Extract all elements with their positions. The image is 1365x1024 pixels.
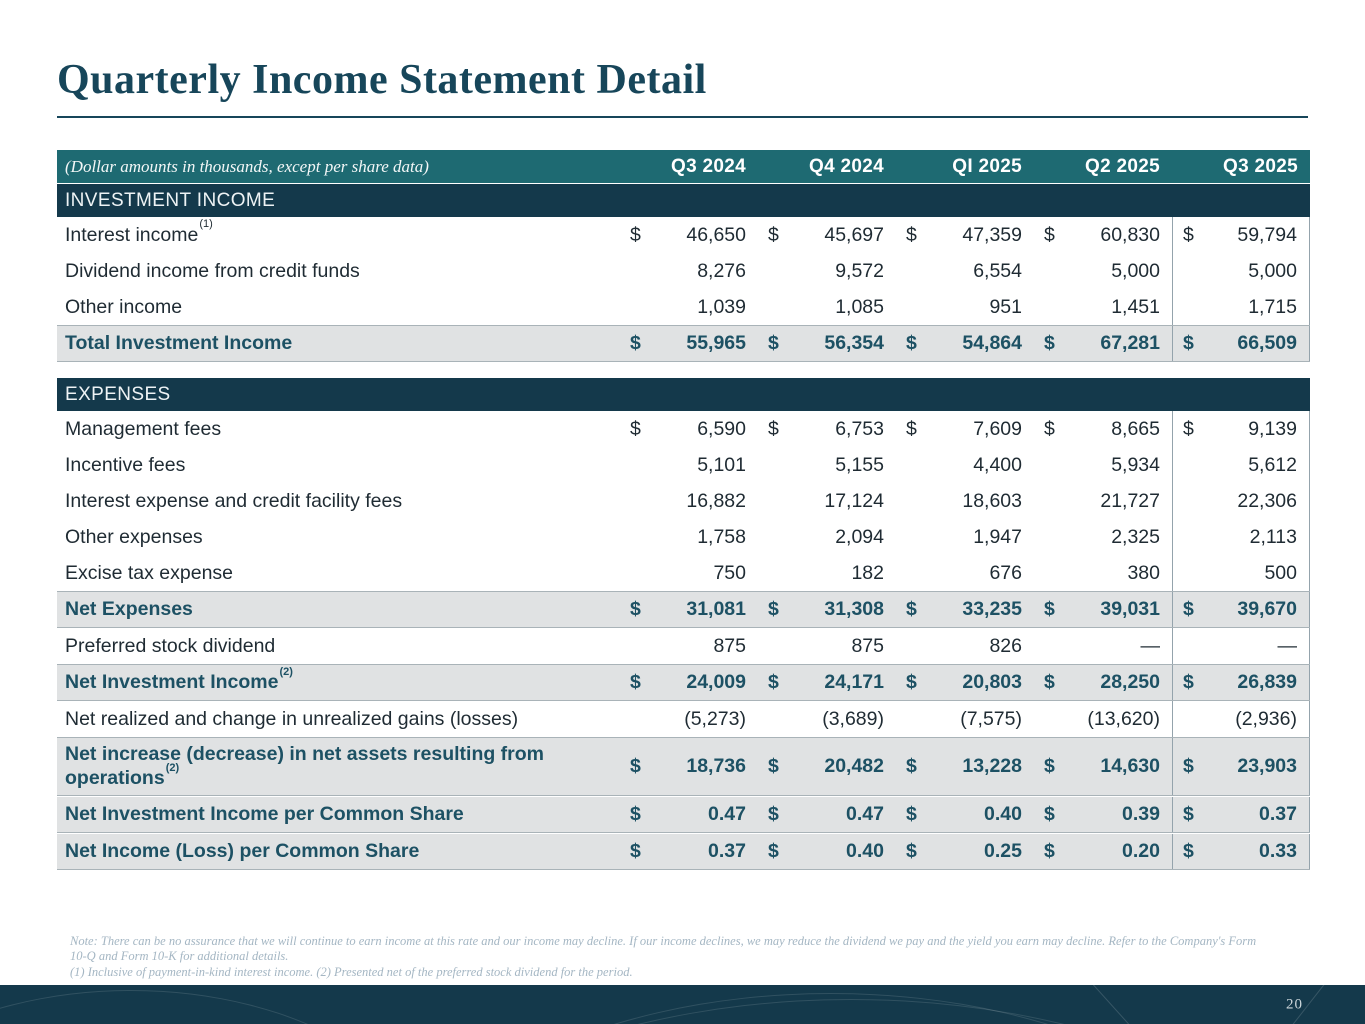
dollar-sign: $ [768,754,779,777]
cell-value: 951 [989,295,1022,318]
value-cell [1034,447,1172,483]
value-cell [620,411,758,447]
value-cell [758,326,896,361]
value-cell [620,738,758,795]
cell-value: 875 [713,634,746,657]
value-cell [1172,411,1310,447]
decorative-line [1067,985,1175,1024]
table-row [57,447,1310,483]
value-cell [758,217,896,253]
dollar-sign: $ [1183,671,1194,693]
cell-value: 875 [851,634,884,657]
cell-value: 24,009 [686,671,746,693]
value-cell [620,483,758,519]
cell-value: 2,325 [1111,525,1160,548]
dollar-sign: $ [1183,598,1194,620]
table-row [57,555,1310,591]
value-cell [1034,326,1172,361]
table-row [57,289,1310,325]
cell-value: (2,936) [1235,707,1297,730]
cell-value: 2,094 [835,525,884,548]
cell-value: 5,101 [697,453,746,476]
value-cell [1172,217,1310,253]
value-cell [620,326,758,361]
cell-value: 26,839 [1237,671,1297,693]
dollar-sign: $ [630,754,641,777]
row-label: Total Investment Income [65,332,293,355]
value-cell [1172,701,1310,737]
dollar-sign: $ [630,417,641,440]
table-row [57,796,1310,833]
income-statement-table [57,150,1310,870]
value-cell [1172,665,1310,700]
cell-value: 18,603 [962,489,1022,512]
value-cell [1172,326,1310,361]
cell-value: 31,081 [686,598,746,620]
value-cell [758,701,896,737]
cell-value: 5,155 [835,453,884,476]
value-cell [620,217,758,253]
value-cell [1172,834,1310,869]
cell-value: 18,736 [686,754,746,777]
value-cell [896,253,1034,289]
value-cell [1034,834,1172,869]
cell-value: 1,085 [835,295,884,318]
cell-value: 20,482 [824,754,884,777]
value-cell [896,628,1034,664]
dollar-sign: $ [1044,223,1055,246]
value-cell [620,555,758,591]
cell-value: 0.37 [1259,802,1297,825]
cell-value: 1,039 [697,295,746,318]
cell-value: (13,620) [1087,707,1160,730]
value-cell [896,555,1034,591]
row-label: Net Investment Income$^{(2)}$ [65,665,293,694]
value-cell [1034,519,1172,555]
value-cell [896,738,1034,795]
cell-value: 5,934 [1111,453,1160,476]
value-cell [1034,701,1172,737]
dollar-sign: $ [1044,332,1055,354]
dollar-sign: $ [1183,332,1194,354]
value-cell [758,411,896,447]
dollar-sign: $ [1044,839,1055,862]
table-row [57,701,1310,737]
dollar-sign: $ [768,671,779,693]
table-row [57,664,1310,701]
value-cell [1172,447,1310,483]
value-cell [620,665,758,700]
value-cell [1034,555,1172,591]
table-row [57,253,1310,289]
value-cell [1172,738,1310,795]
dollar-sign: $ [1183,802,1194,825]
section-header-label: EXPENSES [65,383,171,405]
table-row [57,591,1310,628]
value-cell [896,701,1034,737]
value-cell [620,447,758,483]
value-cell [1034,665,1172,700]
column-header-q1-2025: QI 2025 [952,155,1022,177]
column-header-q3-2025: Q3 2025 [1223,155,1298,177]
cell-value: 6,753 [835,417,884,440]
cell-value: 6,554 [973,259,1022,282]
page-number: 20 [1286,996,1303,1012]
dollar-sign: $ [1183,223,1194,246]
cell-value: 8,665 [1111,417,1160,440]
cell-value: 59,794 [1237,223,1297,246]
row-label: Interest expense and credit facility fees [65,489,403,512]
cell-value: 380 [1127,561,1160,584]
value-cell [1172,253,1310,289]
value-cell [1034,592,1172,627]
cell-value: 0.47 [846,802,884,825]
section-header-label: INVESTMENT INCOME [65,189,276,211]
cell-value: 21,727 [1100,489,1160,512]
cell-value: 23,903 [1237,754,1297,777]
value-cell [758,519,896,555]
value-cell [758,628,896,664]
cell-value: 45,697 [824,223,884,246]
decorative-arc [300,999,1365,1024]
value-cell [896,797,1034,832]
cell-value: 17,124 [824,489,884,512]
cell-value: 2,113 [1249,525,1297,548]
value-cell [620,834,758,869]
value-cell [758,665,896,700]
value-cell [620,519,758,555]
cell-value: 39,670 [1237,598,1297,620]
footnote-marker: (2) [279,665,293,678]
cell-value: 56,354 [824,332,884,354]
row-label: Net Investment Income per Common Share [65,803,464,826]
cell-value: 0.20 [1122,839,1160,862]
value-cell [758,834,896,869]
dollar-sign: $ [630,223,641,246]
value-cell [758,555,896,591]
value-cell [758,483,896,519]
row-label: Other expenses [65,525,203,548]
row-label: Excise tax expense [65,561,234,584]
cell-value: 1,451 [1111,295,1160,318]
row-label: Other income [65,295,183,318]
value-cell [1034,253,1172,289]
value-cell [896,411,1034,447]
cell-value: 1,758 [697,525,746,548]
table-row [57,325,1310,362]
footnote-text: (1) Inclusive of payment-in-kind interest income. (2) Presented net of the preferred stock dividend for the period. [70,964,633,979]
dollar-sign: $ [768,802,779,825]
dollar-sign: $ [1183,839,1194,862]
value-cell [1034,411,1172,447]
bottom-bar [0,985,1365,1024]
cell-value: 0.47 [708,802,746,825]
table-row [57,628,1310,664]
cell-value: 9,139 [1248,417,1297,440]
value-cell [758,797,896,832]
cell-value: 0.40 [846,839,884,862]
row-label: Incentive fees [65,453,186,476]
footnote-marker: (2) [165,761,180,774]
value-cell [1172,592,1310,627]
table-row [57,483,1310,519]
cell-value: 826 [989,634,1022,657]
value-cell [1172,289,1310,325]
column-header-q3-2024: Q3 2024 [671,155,746,177]
cell-value: 28,250 [1100,671,1160,693]
table-row [57,519,1310,555]
value-cell [758,253,896,289]
cell-value: 66,509 [1237,332,1297,354]
dollar-sign: $ [1044,671,1055,693]
cell-value: 8,276 [697,259,746,282]
cell-value: 1,715 [1248,295,1297,318]
value-cell [758,289,896,325]
cell-value: — [1140,634,1160,657]
row-label: Interest income$^{(1)}$ [65,218,213,246]
value-cell [1034,217,1172,253]
column-header-q4-2024: Q4 2024 [809,155,884,177]
dollar-sign: $ [768,598,779,620]
row-label: Net realized and change in unrealized gains (losses) [65,707,519,730]
table-header-row [57,150,1310,183]
page-title: Quarterly Income Statement Detail [57,57,1308,118]
table-row [57,411,1310,447]
value-cell [1034,483,1172,519]
dollar-sign: $ [1044,598,1055,620]
cell-value: 14,630 [1100,754,1160,777]
cell-value: 54,864 [962,332,1022,354]
cell-value: 60,830 [1100,223,1160,246]
section-header-row [57,184,1310,217]
value-cell [896,217,1034,253]
dollar-sign: $ [906,802,917,825]
dollar-sign: $ [1183,417,1194,440]
value-cell [1172,797,1310,832]
dollar-sign: $ [1183,754,1194,777]
value-cell [1034,289,1172,325]
dollar-sign: $ [630,332,641,354]
cell-value: 46,650 [686,223,746,246]
table-caption: (Dollar amounts in thousands, except per share data) [65,156,429,176]
dollar-sign: $ [906,839,917,862]
value-cell [1172,628,1310,664]
column-header-q2-2025: Q2 2025 [1085,155,1160,177]
dollar-sign: $ [906,223,917,246]
table-row [57,833,1310,870]
section-header-row [57,378,1310,411]
value-cell [896,665,1034,700]
cell-value: (5,273) [684,707,746,730]
dollar-sign: $ [1044,417,1055,440]
value-cell [896,834,1034,869]
dollar-sign: $ [630,598,641,620]
dollar-sign: $ [906,754,917,777]
dollar-sign: $ [906,332,917,354]
footnotes-block [70,934,1275,980]
cell-value: 67,281 [1100,332,1160,354]
row-label: Dividend income from credit funds [65,259,360,282]
decorative-arc [0,990,442,1024]
cell-value: 0.37 [708,839,746,862]
cell-value: 0.39 [1122,802,1160,825]
dollar-sign: $ [1044,754,1055,777]
dollar-sign: $ [768,223,779,246]
dollar-sign: $ [630,839,641,862]
dollar-sign: $ [906,671,917,693]
cell-value: 33,235 [962,598,1022,620]
dollar-sign: $ [1044,802,1055,825]
dollar-sign: $ [768,839,779,862]
row-label: Management fees [65,417,222,440]
row-label: Net increase (decrease) in net assets resulting from operations$^{(2)}$ [65,743,545,790]
footnote-marker: (1) [199,218,213,231]
cell-value: 20,803 [962,671,1022,693]
income-table-body [57,184,1310,870]
cell-value: 31,308 [824,598,884,620]
value-cell [620,253,758,289]
value-cell [1034,797,1172,832]
value-cell [896,483,1034,519]
value-cell [758,447,896,483]
cell-value: 5,000 [1111,259,1160,282]
cell-value: 4,400 [973,453,1022,476]
value-cell [758,738,896,795]
cell-value: 13,228 [962,754,1022,777]
value-cell [1034,738,1172,795]
table-row [57,217,1310,253]
cell-value: 0.40 [984,802,1022,825]
cell-value: 7,609 [973,417,1022,440]
value-cell [1172,555,1310,591]
row-label: Net Income (Loss) per Common Share [65,840,420,863]
value-cell [1172,483,1310,519]
cell-value: 500 [1264,561,1297,584]
value-cell [620,701,758,737]
section-gap [57,362,1310,377]
value-cell [620,797,758,832]
value-cell [896,289,1034,325]
cell-value: 0.33 [1259,839,1297,862]
row-label: Net Expenses [65,598,193,621]
value-cell [1172,519,1310,555]
cell-value: 6,590 [697,417,746,440]
cell-value: 182 [851,561,884,584]
cell-value: 676 [989,561,1022,584]
value-cell [896,326,1034,361]
value-cell [620,289,758,325]
cell-value: 1,947 [973,525,1022,548]
dollar-sign: $ [768,332,779,354]
cell-value: 22,306 [1237,489,1297,512]
value-cell [1034,628,1172,664]
cell-value: 0.25 [984,839,1022,862]
cell-value: 750 [713,561,746,584]
cell-value: (7,575) [960,707,1022,730]
dollar-sign: $ [768,417,779,440]
row-label: Preferred stock dividend [65,634,276,657]
cell-value: — [1277,634,1297,657]
cell-value: 24,171 [824,671,884,693]
value-cell [896,592,1034,627]
dollar-sign: $ [906,417,917,440]
value-cell [620,628,758,664]
value-cell [758,592,896,627]
dollar-sign: $ [630,671,641,693]
cell-value: 9,572 [835,259,884,282]
cell-value: (3,689) [822,707,884,730]
cell-value: 5,000 [1248,259,1297,282]
cell-value: 5,612 [1248,453,1297,476]
value-cell [896,447,1034,483]
cell-value: 47,359 [962,223,1022,246]
table-row [57,737,1310,796]
note-text: Note: There can be no assurance that we will continue to earn income at this rate and our income may decline. If our income declines, we may reduce the dividend we pay and the yield you earn may decline. Refer to the Company's Form 10-Q and Form 10-K for additional details. [70,934,1257,964]
value-cell [620,592,758,627]
value-cell [896,519,1034,555]
cell-value: 39,031 [1100,598,1160,620]
dollar-sign: $ [630,802,641,825]
cell-value: 16,882 [686,489,746,512]
dollar-sign: $ [906,598,917,620]
cell-value: 55,965 [686,332,746,354]
